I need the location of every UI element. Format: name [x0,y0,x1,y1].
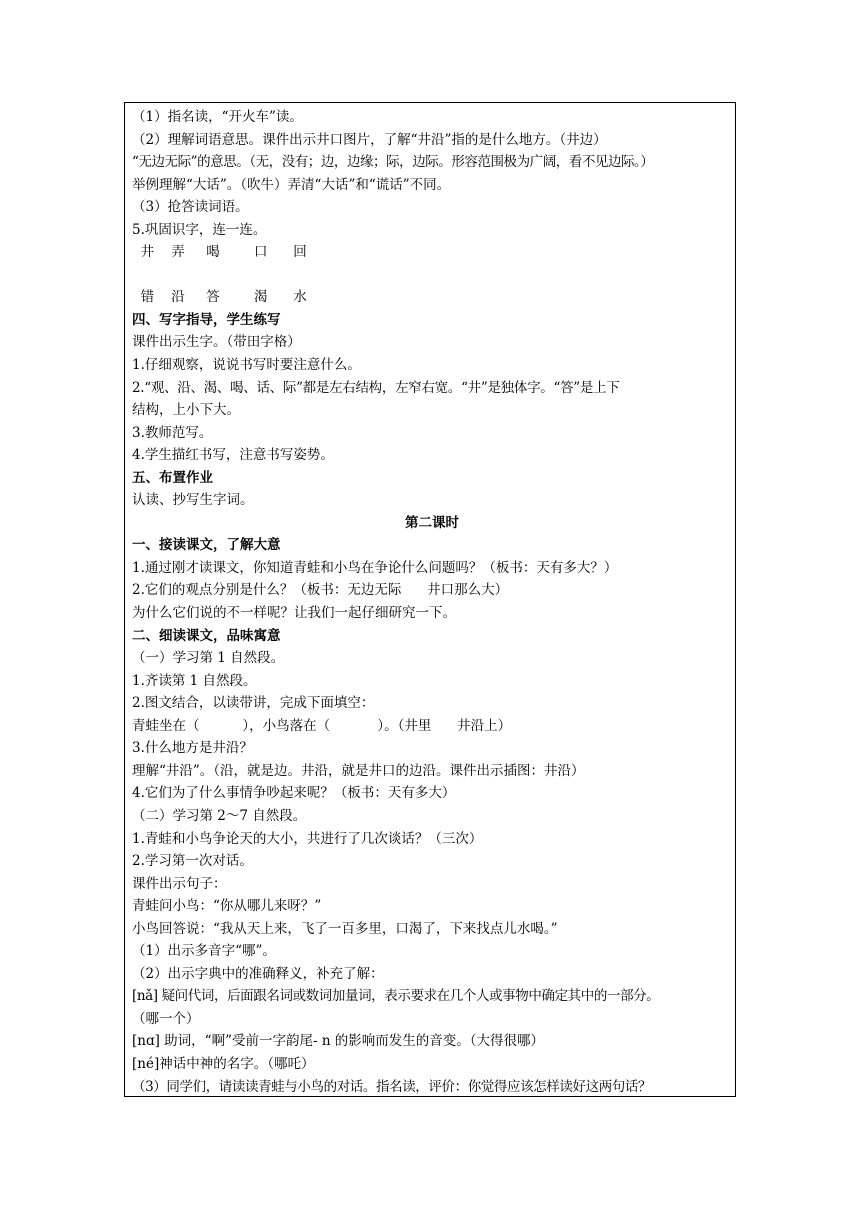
text-line: 3.教师范写。 [132,424,213,441]
text-line: 青蛙坐在（ ），小鸟落在（ ）。（井里 井沿上） [132,717,512,734]
character-row-2: 错 沿 答 渴 水 [132,289,307,306]
text-line: 课件出示句子： [132,875,227,892]
character-row-1: 井 弄 喝 口 回 [132,244,307,261]
section-heading: 五、布置作业 [132,469,213,486]
section-heading: 四、写字指导，学生练写 [132,311,281,328]
text-line: 2.图文结合，以读带讲，完成下面填空： [132,695,375,712]
text-line: （2）理解词语意思。课件出示井口图片，了解“井沿”指的是什么地方。（井边） [132,131,607,148]
text-line: 理解“井沿”。（沿，就是边。井沿，就是井口的边沿。课件出示插图：井沿） [132,762,585,779]
text-line: 1.青蛙和小鸟争论天的大小，共进行了几次谈话？（三次） [132,830,483,847]
text-line: 1.仔细观察，说说书写时要注意什么。 [132,357,361,374]
text-line: 认读、抄写生字词。 [132,492,254,509]
text-line: （哪一个） [132,1010,200,1027]
text-line: 2.学习第一次对话。 [132,853,253,870]
text-line: [nɑ] 助词，“啊”受前一字韵尾- n 的影响而发生的音变。（大得很哪） [132,1033,545,1050]
text-line: （2）出示字典中的准确释义，补充了解： [132,965,384,982]
text-line: 4.学生描红书写，注意书写姿势。 [132,447,334,464]
text-line: 小鸟回答说：“我从天上来，飞了一百多里，口渴了，下来找点儿水喝。” [132,920,558,937]
text-line: （1）指名读，“开火车”读。 [132,109,303,125]
text-line: [né]神话中神的名字。（哪吒） [132,1055,315,1072]
text-line: 3.什么地方是井沿？ [132,740,253,757]
text-line: （3）抢答读词语。 [132,199,249,216]
text-line: 举例理解“大话”。（吹牛）弄清“大话”和“谎话”不同。 [132,176,451,193]
blank-line [132,264,732,287]
text-line: 2.“观、沿、渴、喝、话、际”都是左右结构，左窄右宽。“井”是独体字。“答”是上下 [132,379,620,396]
text-line: 1.齐读第 1 自然段。 [132,672,257,689]
text-line: （一）学习第 1 自然段。 [132,650,285,667]
text-line: 1.通过刚才读课文，你知道青蛙和小鸟在争论什么问题吗？（板书：天有多大？） [132,559,618,576]
text-line: [nǎ] 疑问代词，后面跟名词或数词加量词，表示要求在几个人或事物中确定其中的一部分。 [132,988,660,1005]
text-line: 4.它们为了什么事情争吵起来呢？（板书：天有多大） [132,785,456,802]
lesson-title: 第二课时 [405,514,459,531]
text-line: 结构，上小下大。 [132,402,240,419]
lesson-plan-content [132,106,732,1098]
text-line: 5.巩固识字，连一连。 [132,221,267,238]
text-line: 2.它们的观点分别是什么？（板书：无边无际 井口那么大） [132,582,509,599]
text-line: （1）出示多音字“哪”。 [132,943,276,960]
section-heading: 一、接读课文，了解大意 [132,537,281,554]
text-line: （3）同学们，请读读青蛙与小鸟的对话。指名读，评价：你觉得应该怎样读好这两句话？ [132,1078,652,1095]
section-heading: 二、细读课文，品味寓意 [132,627,281,644]
text-line: 课件出示生字。（带田字格） [132,334,301,351]
lesson-plan-table-cell [124,102,736,1097]
text-line: 为什么它们说的不一样呢？让我们一起仔细研究一下。 [132,605,456,622]
text-line: （二）学习第 2～7 自然段。 [132,807,307,824]
text-line: 青蛙问小鸟：“你从哪儿来呀？” [132,898,322,915]
text-line: “无边无际”的意思。（无，没有；边，边缘；际，边际。形容范围极为广阔，看不见边际。） [132,154,654,171]
